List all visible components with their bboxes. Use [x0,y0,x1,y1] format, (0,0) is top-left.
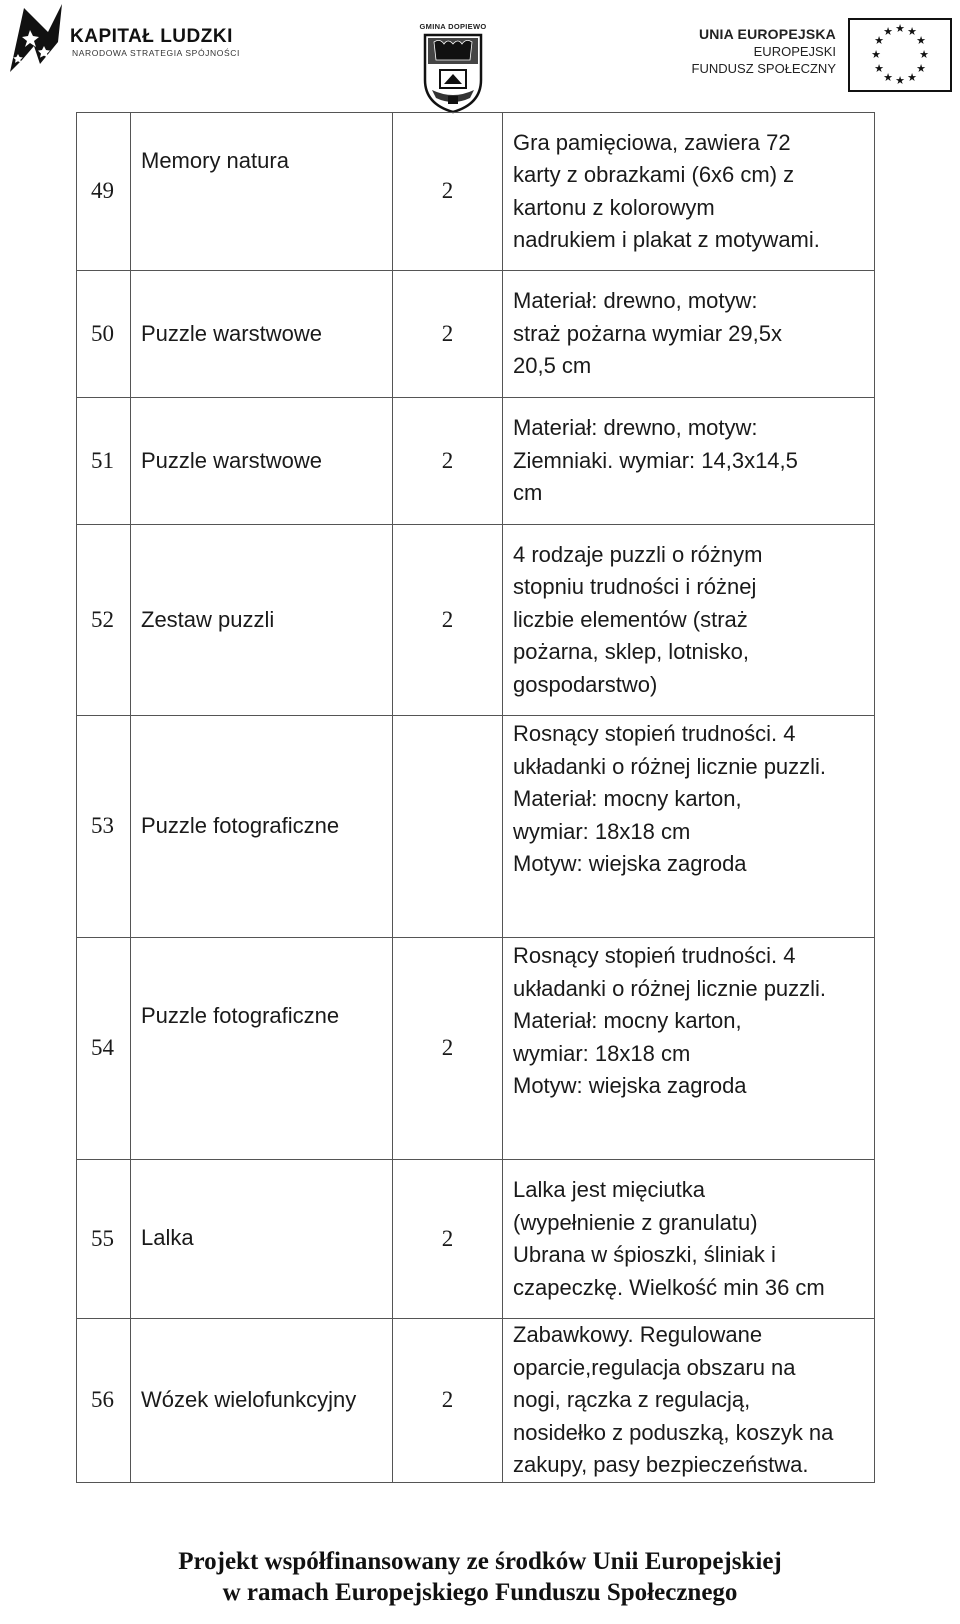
footer-line2: w ramach Europejskiego Funduszu Społecznego [222,1579,738,1606]
coat-of-arms-icon [422,32,484,114]
row-number: 52 [77,525,131,716]
svg-text:★: ★ [874,62,884,75]
svg-text:★: ★ [919,48,929,61]
row-number: 51 [77,398,131,525]
product-description: Materiał: drewno, motyw: straż pożarna wymiar 29,5x 20,5 cm [503,271,875,398]
quantity: 2 [393,1160,503,1319]
row-number: 56 [77,1319,131,1483]
quantity [393,716,503,938]
product-name: Puzzle fotograficzne [131,716,393,938]
footer-line1: Projekt współfinansowany ze środków Unii Europejskiej [178,1548,782,1575]
table-row [77,271,875,398]
svg-text:★: ★ [907,25,917,38]
quantity: 2 [393,271,503,398]
product-spec-table [76,112,875,1483]
svg-text:★: ★ [916,34,926,47]
product-name: Puzzle warstwowe [131,398,393,525]
product-description: Zabawkowy. Regulowane oparcie,regulacja obszaru na nogi, rączka z regulacją, nosidełko z poduszką, koszyk na zakupy, pasy bezpieczeństwa. [503,1319,875,1483]
product-name [131,938,393,1160]
product-description [503,938,875,1160]
svg-text:★: ★ [874,34,884,47]
svg-text:★: ★ [916,62,926,75]
table-row [77,1319,875,1483]
row-number: 53 [77,716,131,938]
product-description [503,716,875,938]
product-description: Materiał: drewno, motyw: Ziemniaki. wymiar: 14,3x14,5 cm [503,398,875,525]
table-row [77,113,875,271]
row-number: 50 [77,271,131,398]
unia-europejska-logo [690,18,952,96]
table-row [77,716,875,938]
kapital-ludzki-subtitle: NARODOWA STRATEGIA SPÓJNOŚCI [72,48,240,58]
svg-text:★: ★ [907,71,917,84]
svg-text:★: ★ [871,48,881,61]
table-row [77,398,875,525]
ue-logo-line2: EUROPEJSKI [753,44,836,59]
product-name: Wózek wielofunkcyjny [131,1319,393,1483]
product-name: Puzzle warstwowe [131,271,393,398]
ue-logo-line1: UNIA EUROPEJSKA [698,26,836,42]
eu-flag-icon [848,18,952,92]
product-description-text: Rosnący stopień trudności. 4 układanki o różnej licznie puzzli. Materiał: mocny karton, wymiar: 18x18 cm Motyw: wiejska zagroda [513,943,827,1098]
svg-text:★: ★ [895,22,905,35]
quantity: 2 [393,525,503,716]
kapital-ludzki-title: KAPITAŁ LUDZKI [70,26,233,47]
gmina-crest-logo [418,18,488,114]
product-name [131,1160,393,1319]
product-name [131,113,393,271]
product-description-text: Rosnący stopień trudności. 4 układanki o różnej licznie puzzli. Materiał: mocny karton, wymiar: 18x18 cm Motyw: wiejska zagroda [513,721,827,876]
kapital-ludzki-logo [4,2,254,74]
quantity: 2 [393,1319,503,1483]
product-name-text: Puzzle fotograficzne [141,1003,340,1028]
product-description: Lalka jest mięciutka (wypełnienie z granulatu) Ubrana w śpioszki, śliniak i czapeczkę. Wielkość min 36 cm [503,1160,875,1319]
quantity: 2 [393,398,503,525]
product-name: Zestaw puzzli [131,525,393,716]
svg-text:★: ★ [895,74,905,87]
quantity: 2 [393,113,503,271]
product-description: Gra pamięciowa, zawiera 72 karty z obrazkami (6x6 cm) z kartonu z kolorowym nadrukiem i plakat z motywami. [503,113,875,271]
quantity: 2 [393,938,503,1160]
page-header [0,0,960,112]
row-number: 49 [77,113,131,271]
product-name-text: Lalka [141,1225,194,1250]
product-description: 4 rodzaje puzzli o różnym stopniu trudności i różnej liczbie elementów (straż pożarna, sklep, lotnisko, gospodarstwo) [503,525,875,716]
svg-text:★: ★ [883,25,893,38]
product-name-text: Memory natura [141,148,289,173]
row-number: 54 [77,938,131,1160]
table-row [77,938,875,1160]
svg-text:★: ★ [883,71,893,84]
gmina-label: GMINA DOPIEWO [419,22,487,31]
page-footer [0,1546,960,1608]
ue-logo-text [692,26,836,77]
kapital-ludzki-emblem-icon [4,2,66,74]
table-row [77,525,875,716]
row-number: 55 [77,1160,131,1319]
table-row [77,1160,875,1319]
ue-logo-line3: FUNDUSZ SPOŁECZNY [691,61,836,76]
